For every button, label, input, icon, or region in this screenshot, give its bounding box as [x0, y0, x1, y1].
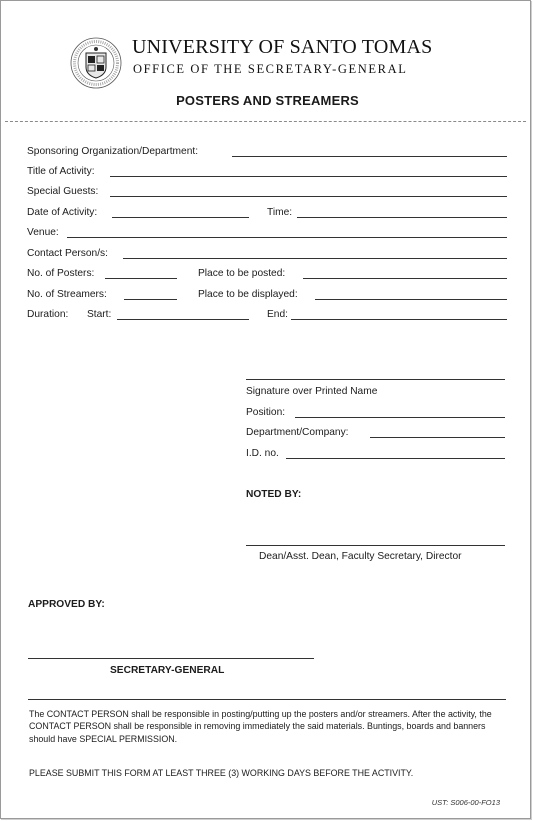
- no-streamers-label: No. of Streamers:: [27, 289, 107, 300]
- office-name: OFFICE OF THE SECRETARY-GENERAL: [133, 62, 408, 76]
- approved-by-label: APPROVED BY:: [28, 599, 105, 610]
- place-posted-label: Place to be posted:: [198, 268, 286, 279]
- contact-person-label: Contact Person/s:: [27, 248, 108, 259]
- time-label: Time:: [267, 207, 293, 218]
- end-label: End:: [267, 309, 288, 320]
- department-field[interactable]: [370, 437, 505, 438]
- start-field[interactable]: [117, 319, 249, 320]
- no-streamers-field[interactable]: [124, 299, 177, 300]
- id-no-label: I.D. no.: [246, 448, 279, 459]
- approved-by-signature-field[interactable]: [28, 658, 314, 659]
- venue-field[interactable]: [67, 237, 507, 238]
- special-guests-field[interactable]: [110, 196, 507, 197]
- title-activity-label: Title of Activity:: [27, 166, 95, 177]
- noted-by-label: NOTED BY:: [246, 489, 302, 500]
- sponsoring-field[interactable]: [232, 156, 507, 157]
- date-activity-label: Date of Activity:: [27, 207, 98, 218]
- contact-person-field[interactable]: [123, 258, 507, 259]
- duration-label: Duration:: [27, 309, 69, 320]
- end-field[interactable]: [291, 319, 507, 320]
- form-code: UST: S006-00-FO13: [431, 798, 500, 807]
- position-field[interactable]: [295, 417, 505, 418]
- no-posters-label: No. of Posters:: [27, 268, 95, 279]
- title-activity-field[interactable]: [110, 176, 507, 177]
- venue-label: Venue:: [27, 227, 59, 238]
- university-name: UNIVERSITY OF SANTO TOMAS: [132, 36, 433, 58]
- department-label: Department/Company:: [246, 427, 349, 438]
- noted-by-role: Dean/Asst. Dean, Faculty Secretary, Director: [259, 551, 462, 562]
- id-no-field[interactable]: [286, 458, 505, 459]
- university-seal-icon: [70, 37, 122, 89]
- special-guests-label: Special Guests:: [27, 186, 99, 197]
- noted-by-signature-field[interactable]: [246, 545, 505, 546]
- place-displayed-field[interactable]: [315, 299, 507, 300]
- responsibility-notice: The CONTACT PERSON shall be responsible in posting/putting up the posters and/or streamers. After the activity, the CONTACT PERSON shall be responsible in removing immediately the said materials. Buntings, boards and banners should have SPECIAL PERMISSION.: [29, 709, 492, 744]
- signature-label: Signature over Printed Name: [246, 386, 378, 397]
- start-label: Start:: [87, 309, 112, 320]
- sponsoring-label: Sponsoring Organization/Department:: [27, 146, 199, 157]
- form-title: POSTERS AND STREAMERS: [176, 93, 359, 108]
- position-label: Position:: [246, 407, 286, 418]
- date-activity-field[interactable]: [112, 217, 249, 218]
- submission-notice: PLEASE SUBMIT THIS FORM AT LEAST THREE (3) WORKING DAYS BEFORE THE ACTIVITY.: [29, 768, 414, 778]
- place-posted-field[interactable]: [303, 278, 507, 279]
- approved-by-role: SECRETARY-GENERAL: [110, 665, 225, 676]
- no-posters-field[interactable]: [105, 278, 177, 279]
- footer-divider: [28, 699, 506, 700]
- place-displayed-label: Place to be displayed:: [198, 289, 298, 300]
- time-field[interactable]: [297, 217, 507, 218]
- header-divider: [5, 121, 526, 122]
- signature-field[interactable]: [246, 379, 505, 380]
